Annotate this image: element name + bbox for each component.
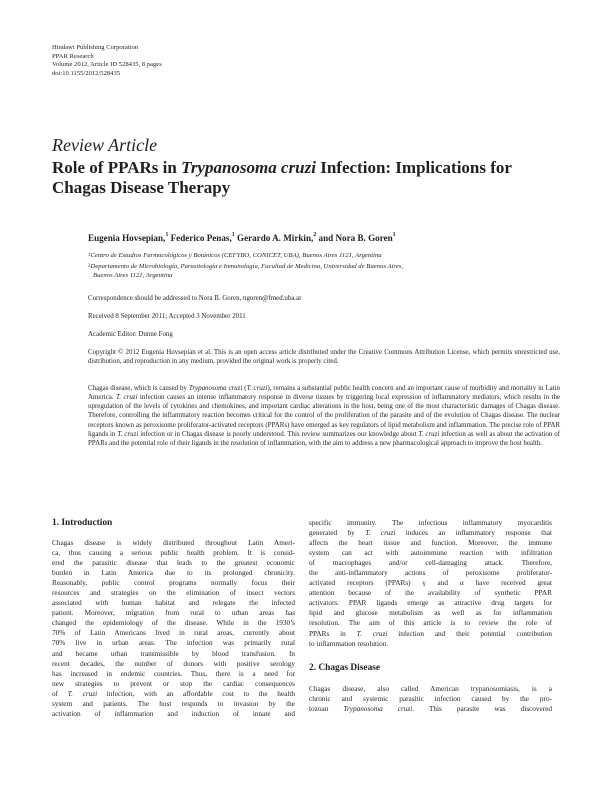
text-line: resources and strategies on the elimination of insect vectors — [52, 589, 295, 598]
received-dates: Received 8 September 2011; Accepted 3 November 2011 — [88, 313, 246, 320]
affil-text: Centro de Estudios Farmacológicos y Botánicos (CEFYBO, CONICET, UBA), Buenos Aires 1121, Argentina — [90, 252, 382, 259]
correspondence: Correspondence should be addressed to Nora B. Goren, ngoren@fmed.uba.ar — [88, 295, 302, 302]
abstract-text: infection or in Chagas disease is poorly understood. This review summarizes our knowledge about — [138, 429, 419, 438]
abstract-text: ), remains a substantial public health concern and an important cause of morbidity and mortality in Latin America. — [88, 384, 560, 402]
text-run: infection, with an affordable cost to the health — [97, 689, 295, 698]
abstract-text: Chagas disease, which is caused by — [88, 384, 189, 392]
text-line: has increased in endemic countries. Thus, there is a need for — [52, 669, 295, 678]
text-run: PPARs in — [309, 629, 357, 638]
text-line: Chagas disease, also called American trypanosomiasis, is a — [309, 685, 552, 693]
article-title — [52, 158, 562, 198]
author-name: Gerardo A. Mirkin, — [234, 233, 314, 243]
text-run: . This parasite was discovered — [412, 705, 552, 714]
doi: doi:10.1155/2012/528435 — [52, 69, 121, 77]
text-line: changed the epidemiology of the disease. While in the 1930’s — [52, 619, 295, 628]
article-type: Review Article — [52, 135, 158, 155]
author-affil-mark: 1 — [165, 232, 169, 238]
abstract-text: infection causes an intense inflammatory response in diverse tissues by triggering local expression of inflammatory mediators, which results in the upregulation of the levels of cytokines and chemokines, and important cardiac alterations in the host, being one of the most characteristic damages of Chagas disease. Therefore, controlling the inflammatory reaction becomes critical for the control of the proliferation of the parasite and of the evolution of Chagas disease. The nuclear receptors known as peroxisome proliferator-activated receptors (PPARs) have emerged as key regulators of lipid metabolism and inflammation. The precise role of PPAR ligands in — [88, 393, 560, 438]
text-line: and became urban transmissible by blood transfusion. In — [52, 649, 295, 658]
text-line: ered the parasitic disease that leads to the greatest economic — [52, 559, 295, 568]
text-line: lipid and glucose metabolism as well as for inflammation — [309, 609, 552, 618]
right-column-text — [309, 518, 552, 649]
author-list — [88, 233, 396, 243]
text-line: the anti-inflammatory actions of peroxisome proliferator- — [309, 569, 552, 578]
text-run: infection and their potential contribution — [387, 629, 552, 638]
text-line: system and patients. The host responds to invasion by the — [52, 699, 295, 708]
text-line: of macrophages and/or cell-damaging attack. Therefore, — [309, 559, 552, 568]
text-line: burden in Latin America due to its prolonged chronicity. — [52, 569, 295, 578]
text-line: 70% live in urban areas. The infection was primarily rural — [52, 639, 295, 648]
author-name: Federico Penas, — [168, 233, 232, 243]
text-line: associated with human habitat and relegate the infected — [52, 599, 295, 608]
text-line: affects the heart tissue and function. Moreover, the immune — [309, 539, 552, 548]
publisher-name: Hindawi Publishing Corporation — [52, 44, 139, 51]
abstract-text: infection as well as about the activation of PPARs and the potential role of their ligands in the resolution of inflammation, with the aim to address a new pharmacological approach to improve the host health. — [88, 429, 561, 447]
section2-text — [309, 684, 552, 714]
author-affil-mark: 1 — [392, 232, 396, 238]
text-line: Reasonably, public control programs normally focus their — [52, 579, 295, 588]
journal-header — [52, 44, 162, 78]
text-line: patient. Moreover, migration from rural to urban areas has — [52, 609, 295, 618]
abstract — [88, 384, 560, 448]
affiliation-2 — [88, 262, 558, 280]
text-italic: T. cruzi — [356, 629, 388, 638]
abstract-italic: Trypanosoma cruzi — [188, 384, 243, 392]
text-run: induces an inflammatory response that — [395, 529, 552, 538]
left-column-text — [52, 538, 295, 719]
affil-mark: 2 — [88, 264, 91, 269]
text-line: Chagas disease is widely distributed throughout Latin Ameri- — [52, 539, 295, 547]
text-line: attention because of the availability of synthetic PPAR — [309, 589, 552, 598]
text-italic: T. cruzi — [67, 689, 98, 698]
affil-text-2: Buenos Aires 1121, Argentina — [93, 272, 173, 279]
affiliation-1 — [88, 251, 558, 260]
text-italic: Trypanosoma cruzi — [343, 705, 413, 714]
text-line: activated receptors (PPARs) γ and α have received great — [309, 579, 552, 588]
text-line: activators. PPAR ligands emerge as attractive drug targets for — [309, 599, 552, 608]
text-line — [309, 704, 552, 714]
title-line-2: Chagas Disease Therapy — [52, 178, 231, 197]
text-line — [309, 629, 552, 639]
text-line: system can act with autoimmune reaction with infiltration — [309, 549, 552, 558]
academic-editor: Academic Editor: Dunne Fong — [88, 331, 173, 338]
affil-text: Departamento de Microbiología, Parasitología e Inmunología, Facultad de Medicina, Universidad de Buenos Aires, — [90, 263, 404, 270]
journal-name: PPAR Research — [52, 52, 94, 60]
text-line — [52, 689, 295, 699]
author-affil-mark: 2 — [313, 232, 317, 238]
abstract-italic: T. cruzi — [116, 393, 138, 402]
text-run: of — [52, 689, 68, 698]
text-line: recent decades, the number of donors with positive serology — [52, 659, 295, 668]
title-text-2: Infection: Implications for — [315, 158, 512, 177]
text-line: to inflammation resolution. — [309, 639, 389, 648]
title-species: Trypanosoma cruzi — [181, 158, 316, 177]
text-line: ca, thus causing a serious public health problem. It is consid- — [52, 549, 295, 558]
text-line — [309, 528, 552, 538]
text-italic: T. cruzi — [365, 529, 396, 538]
volume-info: Volume 2012, Article ID 528435, 8 pages — [52, 61, 162, 69]
text-line: activation of inflammation and induction of innate and — [52, 709, 295, 718]
text-run: generated by — [309, 529, 366, 538]
author-name: Eugenia Hovsepian, — [88, 233, 166, 243]
section-heading-chagas-disease: 2. Chagas Disease — [309, 663, 381, 673]
text-line: resolution. The aim of this article is to review the role of — [309, 619, 552, 628]
text-line: chronic and systemic parasitic infection caused by the pro- — [309, 695, 552, 704]
abstract-text: ( — [242, 384, 247, 392]
abstract-italic: T. cruzi — [418, 429, 440, 438]
author-affil-mark: 1 — [231, 232, 235, 238]
author-name: and Nora B. Goren — [316, 233, 393, 243]
title-text: Role of PPARs in — [52, 158, 182, 177]
section-heading-introduction: 1. Introduction — [52, 518, 113, 528]
abstract-italic: T. cruzi — [117, 429, 139, 438]
text-line: specific immunity. The infectious inflammatory myocarditis — [309, 519, 552, 527]
text-run: tozoan — [309, 705, 344, 714]
abstract-italic: T. cruzi — [246, 384, 268, 392]
text-line: 70% of Latin Americans lived in rural areas, currently about — [52, 629, 295, 638]
text-line: new strategies to prevent or stop the cardiac consequences — [52, 679, 295, 688]
copyright-notice: Copyright © 2012 Eugenia Hovsepian et al. This is an open access article distributed under the Creative Commons Attribution License, which permits unrestricted use, distribution, and reproduction in any medium, provided the original work is properly cited. — [88, 349, 560, 365]
affil-mark: 1 — [88, 253, 91, 258]
